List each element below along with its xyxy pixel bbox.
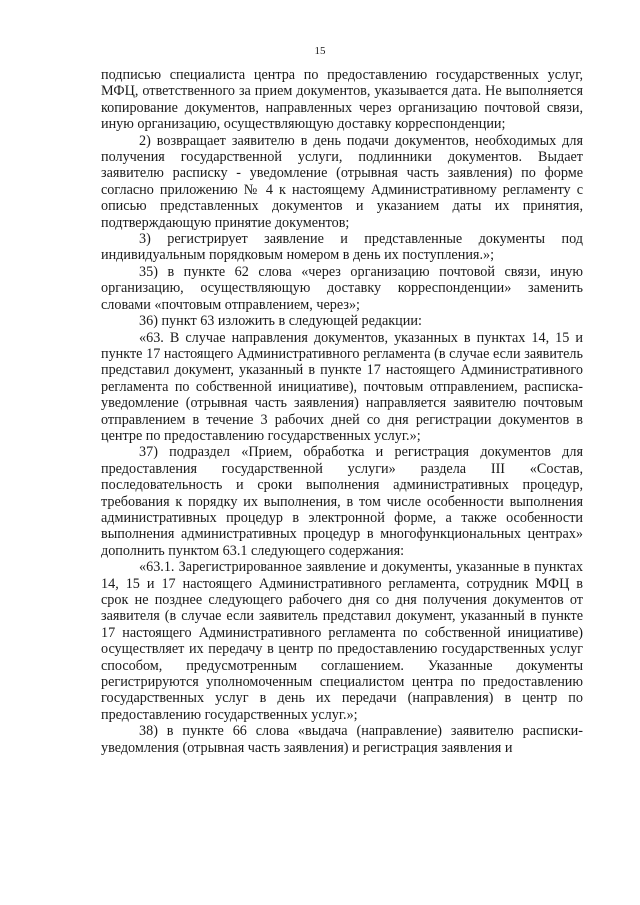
page-number: 15	[314, 45, 326, 57]
paragraph-clause-63-1: «63.1. Зарегистрированное заявление и документы, указанные в пунктах 14, 15 и 17 настоящего Административного регламента, сотрудник МФЦ в срок не позднее следующего рабочего дня со дня получения документов от заявителя (в случае если заявитель представил документ, указанный в пункте 17 настоящего Административного регламента по собственной инициативе) осуществляет их передачу в центр по предоставлению государственных услуг способом, предусмотренным соглашением. Указанные документы регистрируются уполномоченным специалистом центра по предоставлению государственных услуг в день их передачи (направления) в центр по предоставлению государственных услуг.»;	[101, 559, 583, 723]
paragraph-item-38: 38) в пункте 66 слова «выдача (направление) заявителю расписки-уведомления (отрывная часть заявления) и регистрация заявления и	[101, 723, 583, 756]
paragraph-item-2: 2) возвращает заявителю в день подачи документов, необходимых для получения государственной услуги, подлинники документов. Выдает заявителю расписку - уведомление (отрывная часть заявления) по форме согласно приложению № 4 к настоящему Административному регламенту с описью представленных документов и указанием даты их принятия, подтверждающую принятие документов;	[101, 132, 583, 231]
document-body	[101, 67, 583, 756]
paragraph-item-3: 3) регистрирует заявление и представленные документы под индивидуальным порядковым номером в день их поступления.»;	[101, 231, 583, 264]
paragraph-clause-63: «63. В случае направления документов, указанных в пунктах 14, 15 и пункте 17 настоящего Административного регламента (в случае если заявитель представил документ, указанный в пункте 17 настоящего Административного регламента по собственной инициативе), почтовым отправлением, расписка-уведомление (отрывная часть заявления) направляется заявителю почтовым отправлением в течение 3 рабочих дней со дня регистрации документов в центре по предоставлению государственных услуг.»;	[101, 329, 583, 444]
paragraph-item-35: 35) в пункте 62 слова «через организацию почтовой связи, иную организацию, осуществляющую доставку корреспонденции» заменить словами «почтовым отправлением, через»;	[101, 263, 583, 313]
paragraph-continuation: подписью специалиста центра по предоставлению государственных услуг, МФЦ, ответственного за прием документов, указывается дата. Не выполняется копирование документов, направленных через организацию почтовой связи, иную организацию, осуществляющую доставку корреспонденции;	[101, 67, 583, 133]
paragraph-item-36: 36) пункт 63 изложить в следующей редакции:	[139, 313, 422, 330]
paragraph-item-37: 37) подраздел «Прием, обработка и регистрация документов для предоставления государственной услуги» раздела III «Состав, последовательность и сроки выполнения административных процедур, требования к порядку их выполнения, в том числе особенности выполнения административных процедур в электронной форме, а также особенности выполнения административных процедур в многофункциональных центрах» дополнить пунктом 63.1 следующего содержания:	[101, 444, 583, 559]
